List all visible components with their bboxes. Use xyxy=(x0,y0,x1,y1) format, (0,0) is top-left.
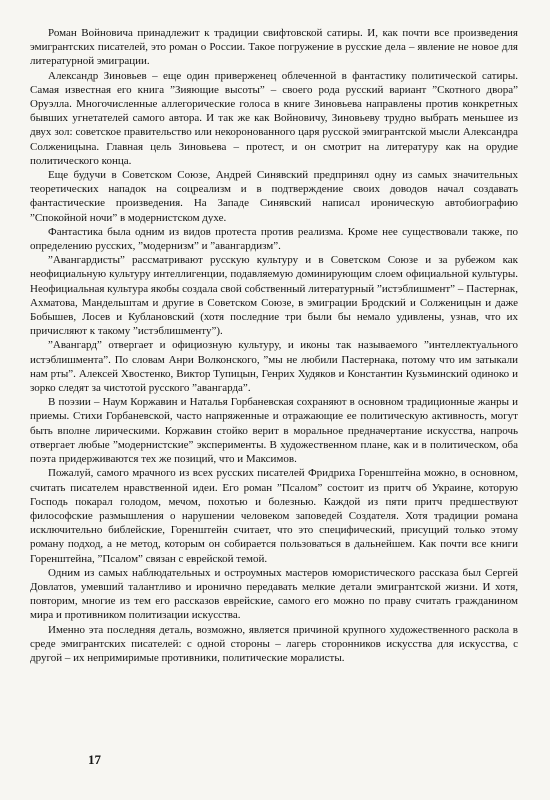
paragraph: Именно эта последняя деталь, возможно, является причиной крупного художественного раскола в среде эмигрантских писателей: с одной стороны – лагерь сторонников искусства для искусства, с другой – их непримиримые противники, политические моралисты. xyxy=(30,623,518,664)
paragraph: Еще будучи в Советском Союзе, Андрей Синявский предпринял одну из самых значительных теоретических нападок на соцреализм и в подтверждение своих доводов начал создавать фантастические произведения. На Западе Синявский написал ироническую автобиографию ”Спокойной ночи” в модернистском духе. xyxy=(30,169,518,224)
paragraph: Одним из самых наблюдательных и остроумных мастеров юмористического рассказа был Сергей Довлатов, умевший талантливо и иронично передавать мелкие детали эмигрантской жизни. И хотя, повторим, многие из тем его рассказов еврейские, самого его можно по праву считать гражданином мира и противником политизации искусства. xyxy=(30,566,518,622)
paragraph: Роман Войновича принадлежит к традиции свифтовской сатиры. И, как почти все произведения эмигрантских писателей, это роман о России. Такое погружение в русские дела – явление не новое для литературной эмиграции. xyxy=(30,27,518,68)
paragraph: Пожалуй, самого мрачного из всех русских писателей Фридриха Горенштейна можно, в основном, считать писателем нравственной идеи. Его роман ”Псалом” состоит из притч об Украине, которую Господь покарал голодом, мечом, похотью и болезнью. Каждой из пяти притч предшествуют философские размышления о нарушении человеком заповедей Создателя. Хотя традиции романа исключительно библейские, Горенштейн считает, что это специфический, присущий только этому роману подход, а не метод, которым он собирается пользоваться в дальнейшем. Как почти все книги Горенштейна, ”Псалом” связан с еврейской темой. xyxy=(30,467,518,565)
page-number: 17 xyxy=(88,752,101,767)
paragraph: Фантастика была одним из видов протеста против реализма. Кроме нее существовали также, по определению русских, ”модернизм” и ”авангардизм”. xyxy=(30,225,518,253)
page-text xyxy=(30,26,518,665)
paragraph: ”Авангард” отвергает и официозную культуру, и иконы так называемого ”интеллектуального истэблишмента”. По словам Анри Волконского, ”мы не любили Пастернака, потому что им затыкали нам рты”. Алексей Хвостенко, Виктор Тупицын, Генрих Худяков и Константин Кузьминский одиноко и зорко следят за чистотой русского ”авангарда”. xyxy=(30,339,518,395)
paragraph: ”Авангардисты” рассматривают русскую культуру и в Советском Союзе и за рубежом как неофициальную культуру интеллигенции, подавляемую доминирующим слоем официальной культуры. Неофициальная культура якобы создала свой собственный литературный ”истэблишмент” – Пастернак, Ахматова, Мандельштам и другие в Советском Союзе, в эмиграции Бродский и Солженицын и даже Бобышев, Лосев и Кублановский (хотя последние три были бы немало удивлены, узнав, что их причисляют к такому ”истэблишменту”). xyxy=(30,254,518,338)
paragraph: Александр Зиновьев – еще один приверженец облеченной в фантастику политической сатиры. Самая известная его книга ”Зияющие высоты” – своего рода русский вариант ”Скотного двора” Оруэлла. Многочисленные аллегорические голоса в книге Зиновьева направлены против конкретных бывших угнетателей самого автора. И так же как Войновичу, Зиновьеву трудно выбрать меньшее из двух зол: советское правительство или некоронованного царя русской эмигрантской мысли Александра Солженицына. Главная цель Зиновьева – протест, и он смотрит на литературу как на орудие политического конца. xyxy=(30,69,518,167)
paragraph: В поэзии – Наум Коржавин и Наталья Горбаневская сохраняют в основном традиционные жанры и приемы. Стихи Горбаневской, часто напряженные и отражающие ее политическую активность, могут быть вполне лирическими. Коржавин стойко верит в моральное предначертание искусства, напрочь отвергает любые ”модернистские” эксперименты. В художественном плане, как и в политическом, оба поэта придерживаются тех же позиций, что и Максимов. xyxy=(30,396,518,466)
